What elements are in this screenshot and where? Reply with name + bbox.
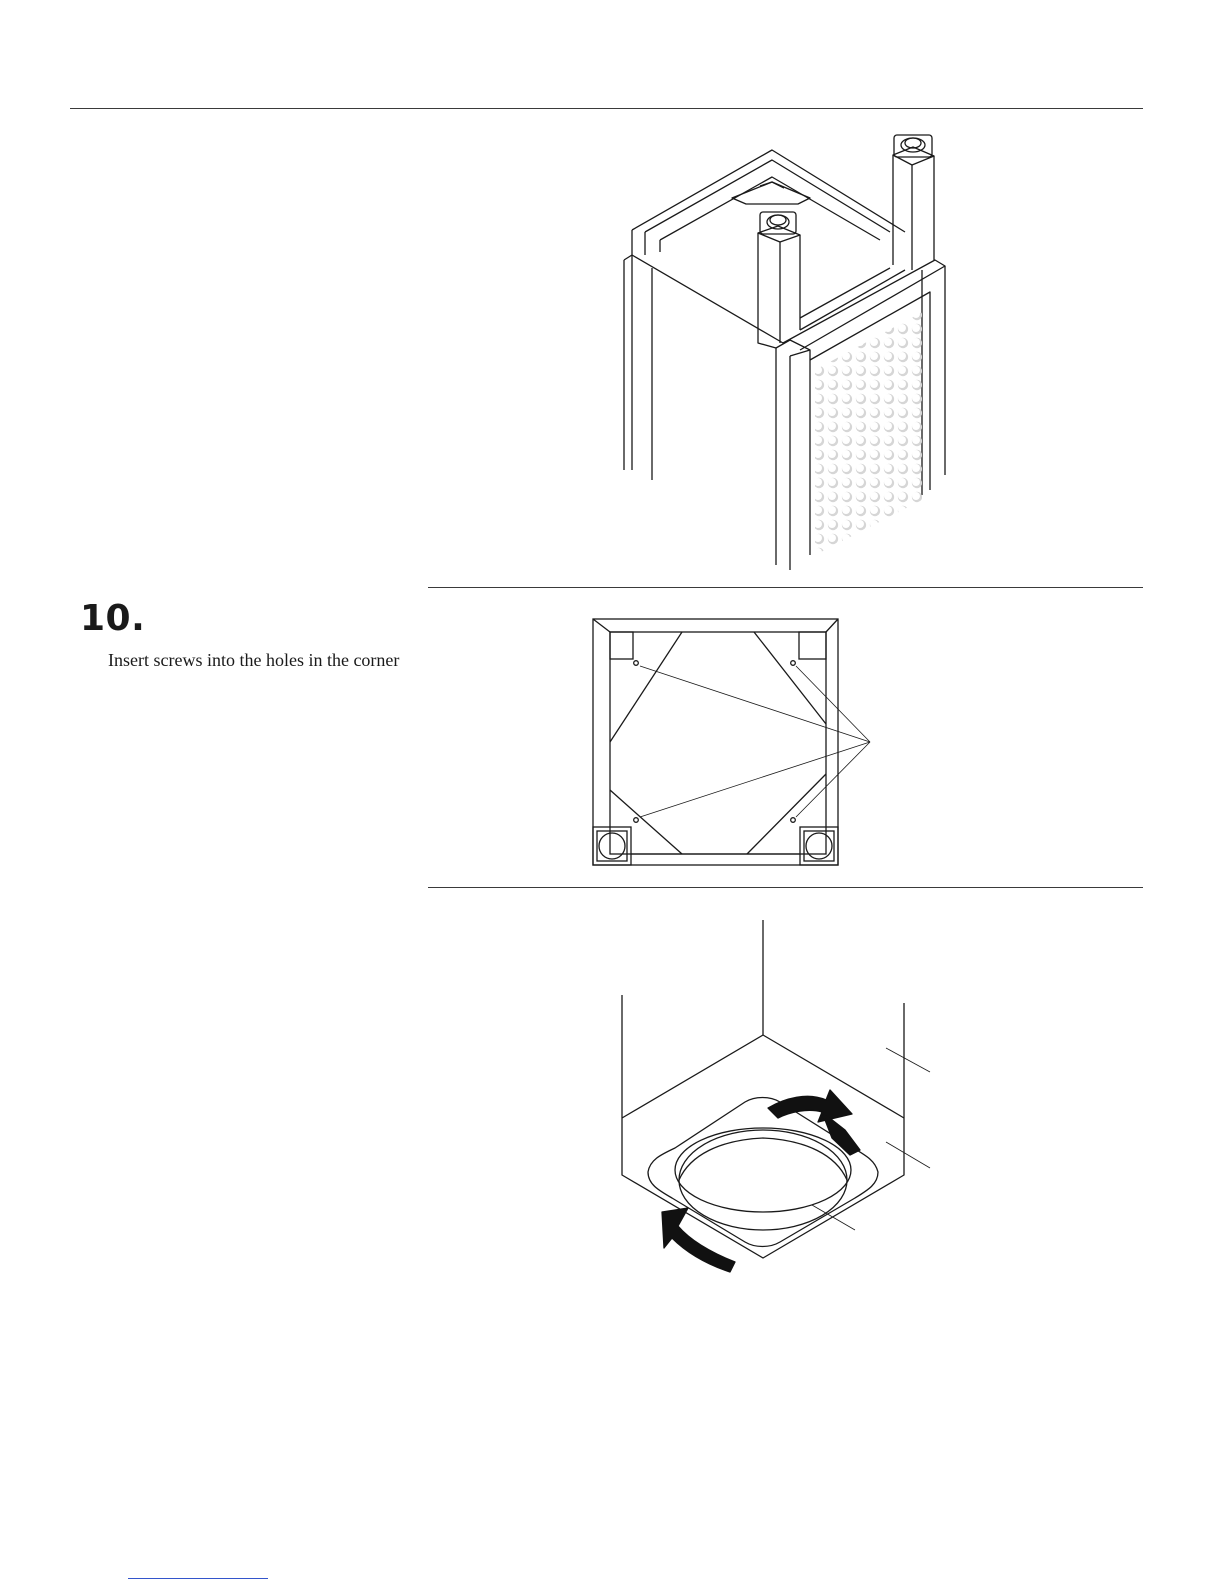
screw-hole [791, 818, 796, 823]
figure-corner-screws-plan [585, 612, 885, 872]
step-instruction: Insert screws into the holes in the corner [108, 650, 400, 670]
footer-link-underline[interactable] [128, 1578, 268, 1579]
rotation-arrow-icon [662, 1208, 735, 1272]
screw-hole [791, 661, 796, 666]
section-rule-1 [428, 587, 1143, 588]
figure-foot-rotation [610, 915, 950, 1275]
screw-hole [634, 818, 639, 823]
top-rule [70, 108, 1143, 109]
rotation-arrow-icon [768, 1090, 852, 1122]
figure-top-assembly [600, 120, 980, 575]
step-number: 10. [80, 598, 146, 639]
section-rule-2 [428, 887, 1143, 888]
screw-hole [634, 661, 639, 666]
